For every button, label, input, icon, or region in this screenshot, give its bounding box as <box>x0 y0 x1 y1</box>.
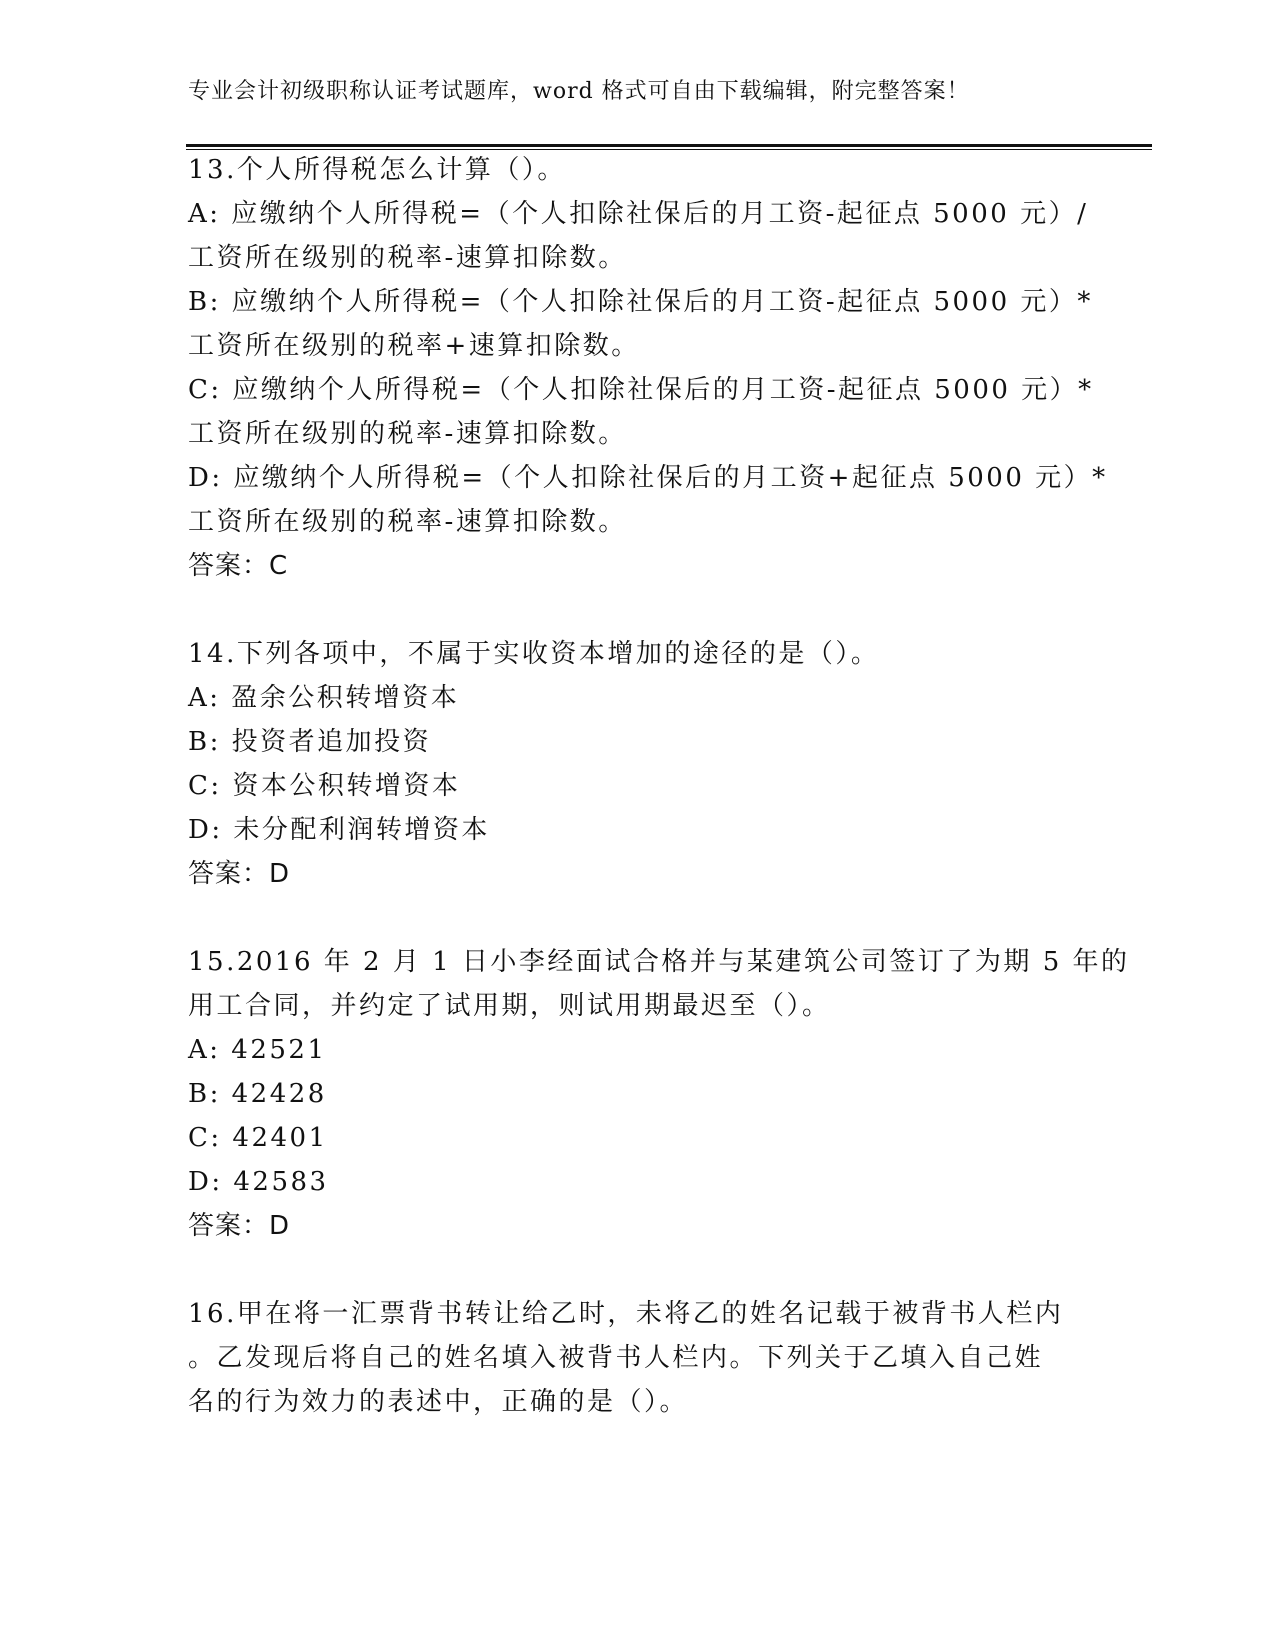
question-15-option-a: A: 42521 <box>188 1035 327 1065</box>
question-13-option-b-line2: 工资所在级别的税率+速算扣除数。 <box>188 331 640 361</box>
question-13-option-c-line1: C: 应缴纳个人所得税=（个人扣除社保后的月工资-起征点 5000 元）* <box>188 375 1094 405</box>
question-13-answer: 答案：C <box>188 551 289 581</box>
question-13-stem: 13.个人所得税怎么计算（）。 <box>188 155 566 185</box>
question-16-stem-line1: 16.甲在将一汇票背书转让给乙时，未将乙的姓名记载于被背书人栏内 <box>188 1299 1064 1329</box>
question-13-option-d-line1: D: 应缴纳个人所得税=（个人扣除社保后的月工资+起征点 5000 元）* <box>188 463 1108 493</box>
question-15-answer: 答案：D <box>188 1211 291 1241</box>
question-13-option-b-line1: B: 应缴纳个人所得税=（个人扣除社保后的月工资-起征点 5000 元）* <box>188 287 1093 317</box>
question-14-option-c: C: 资本公积转增资本 <box>188 771 461 801</box>
question-13-option-a-line2: 工资所在级别的税率-速算扣除数。 <box>188 243 627 273</box>
question-14-option-d: D: 未分配利润转增资本 <box>188 815 490 845</box>
question-15-stem-line1: 15.2016 年 2 月 1 日小李经面试合格并与某建筑公司签订了为期 5 年的 <box>188 947 1130 977</box>
question-14-answer: 答案：D <box>188 859 291 889</box>
question-15-option-b: B: 42428 <box>188 1079 327 1109</box>
question-14-option-a: A: 盈余公积转增资本 <box>188 683 460 713</box>
question-16-stem-line3: 名的行为效力的表述中，正确的是（）。 <box>188 1387 689 1417</box>
header-divider-thick <box>186 144 1152 147</box>
header-divider-thin <box>186 149 1152 150</box>
question-15-stem-line2: 用工合同，并约定了试用期，则试用期最迟至（）。 <box>188 991 831 1021</box>
question-13-option-d-line2: 工资所在级别的税率-速算扣除数。 <box>188 507 627 537</box>
question-13-option-a-line1: A: 应缴纳个人所得税=（个人扣除社保后的月工资-起征点 5000 元）/ <box>188 199 1089 229</box>
question-13-option-c-line2: 工资所在级别的税率-速算扣除数。 <box>188 419 627 449</box>
page-header: 专业会计初级职称认证考试题库，word 格式可自由下载编辑，附完整答案！ <box>188 79 970 104</box>
question-14-stem: 14.下列各项中，不属于实收资本增加的途径的是（）。 <box>188 639 880 669</box>
question-15-option-d: D: 42583 <box>188 1167 329 1197</box>
question-16-stem-line2: 。乙发现后将自己的姓名填入被背书人栏内。下列关于乙填入自己姓 <box>188 1343 1044 1373</box>
question-14-option-b: B: 投资者追加投资 <box>188 727 432 757</box>
question-15-option-c: C: 42401 <box>188 1123 328 1153</box>
